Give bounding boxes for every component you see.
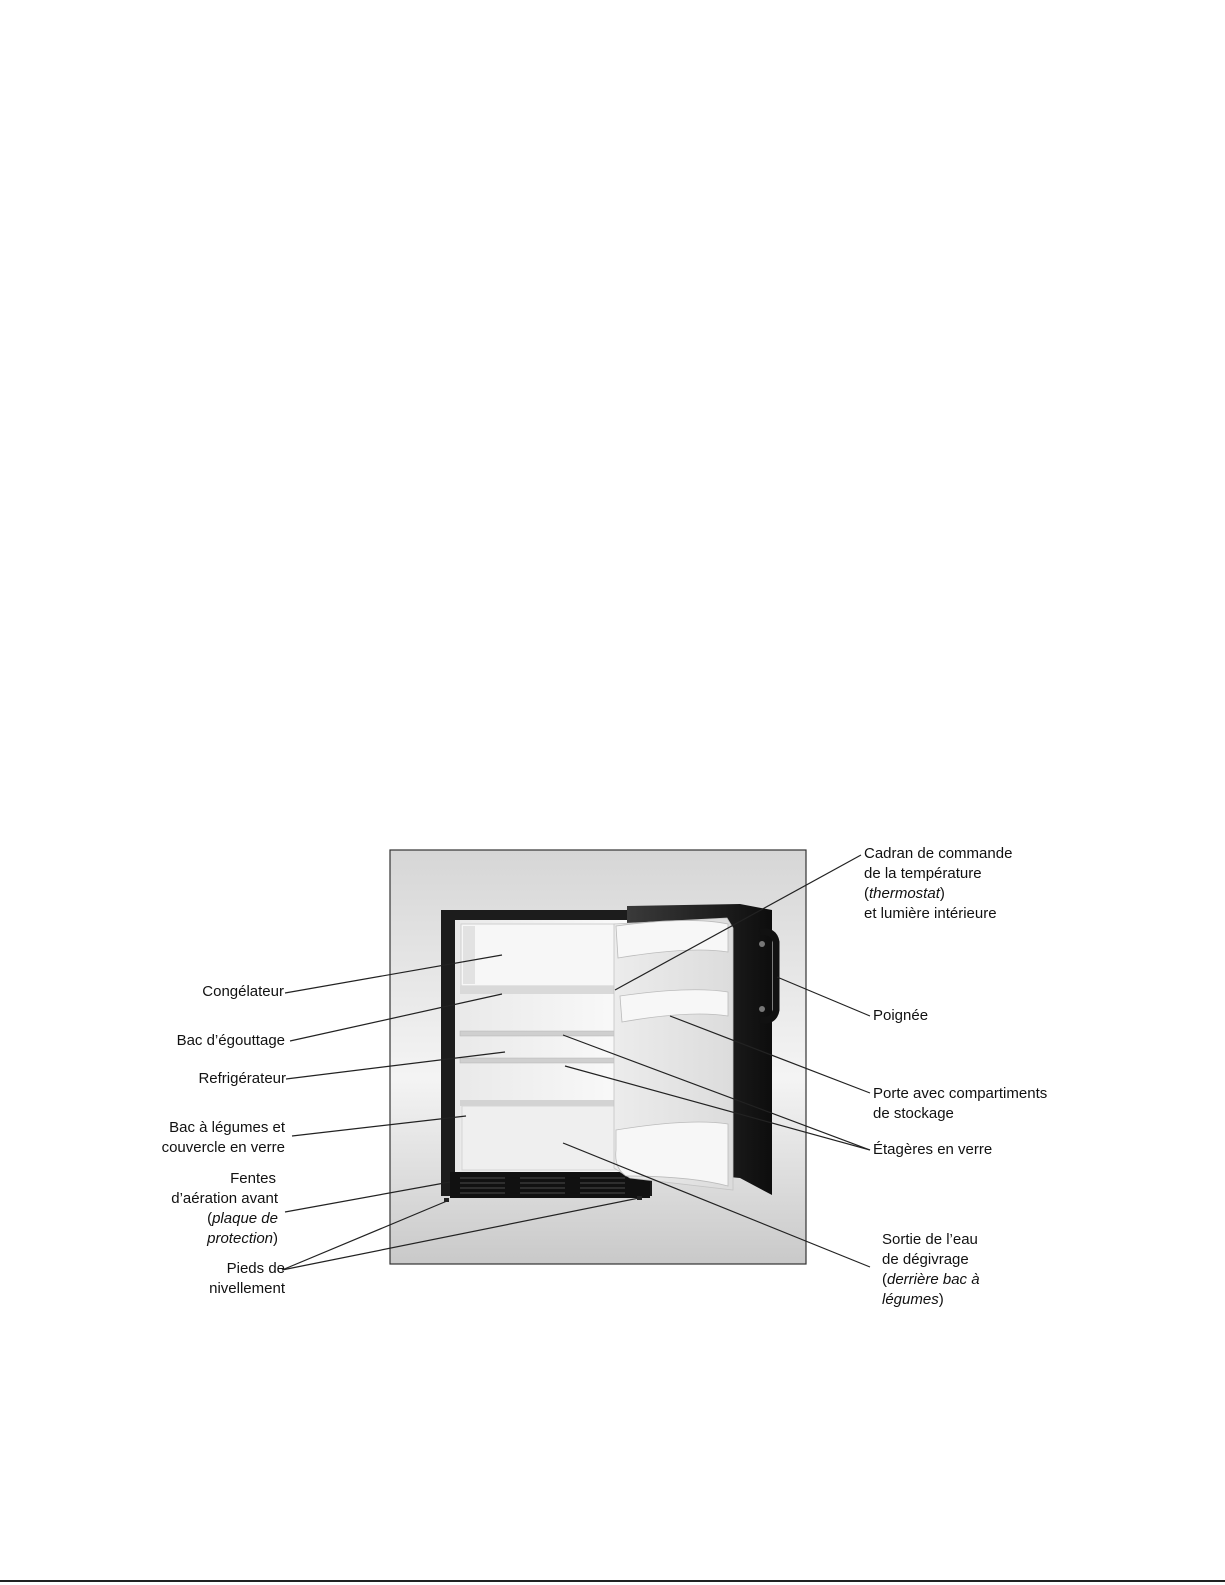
label-bac-egouttage-text: Bac d’égouttage (176, 1032, 285, 1049)
label-cadran-line2: de la température (864, 865, 982, 882)
label-porte-line2: de stockage (873, 1105, 954, 1122)
label-cadran-line4: et lumière intérieure (864, 905, 997, 922)
label-sortie-line4: légumes) (882, 1291, 944, 1308)
label-sortie-line2: de dégivrage (882, 1251, 969, 1268)
crisper-drawer (460, 1100, 620, 1106)
page-bottom-rule (0, 1580, 1225, 1582)
label-fentes (100, 1169, 278, 1249)
label-fentes-line2: d’aération avant (171, 1190, 278, 1207)
label-fentes-line3: (plaque de (207, 1210, 278, 1227)
label-pieds-line2: nivellement (209, 1280, 285, 1297)
label-sortie-line1: Sortie de l’eau (882, 1231, 978, 1248)
label-porte (873, 1084, 1047, 1124)
label-fentes-line1: Fentes (230, 1170, 276, 1187)
label-etageres-text: Étagères en verre (873, 1141, 993, 1158)
freezer-compartment (461, 924, 619, 986)
label-poignee (873, 1006, 928, 1026)
label-congelateur (130, 982, 284, 1002)
label-bac-legumes-line1: Bac à légumes et (169, 1119, 285, 1136)
label-fentes-line4: protection) (207, 1230, 278, 1247)
label-cadran (864, 844, 1012, 924)
label-cadran-line1: Cadran de commande (864, 845, 1013, 862)
label-sortie-line3: (derrière bac à (882, 1271, 980, 1288)
label-sortie (882, 1230, 980, 1310)
label-bac-legumes (100, 1118, 285, 1158)
label-pieds-line1: Pieds de (226, 1260, 285, 1277)
label-cadran-line3: (thermostat) (864, 885, 945, 902)
label-bac-legumes-line2: couvercle en verre (161, 1139, 285, 1156)
glass-shelf-1 (460, 1031, 620, 1036)
label-poignee-text: Poignée (873, 1007, 929, 1024)
label-porte-line1: Porte avec compartiments (873, 1085, 1048, 1102)
label-refrigerateur-text: Refrigérateur (198, 1070, 286, 1087)
label-bac-egouttage (130, 1031, 285, 1051)
label-refrigerateur (130, 1069, 286, 1089)
label-congelateur-text: Congélateur (202, 983, 284, 1000)
drip-tray (460, 986, 620, 994)
label-pieds (130, 1259, 285, 1299)
glass-shelf-2 (460, 1058, 620, 1063)
door-bin-bottom (616, 1122, 728, 1186)
front-grille (450, 1172, 650, 1198)
label-etageres (873, 1140, 992, 1160)
